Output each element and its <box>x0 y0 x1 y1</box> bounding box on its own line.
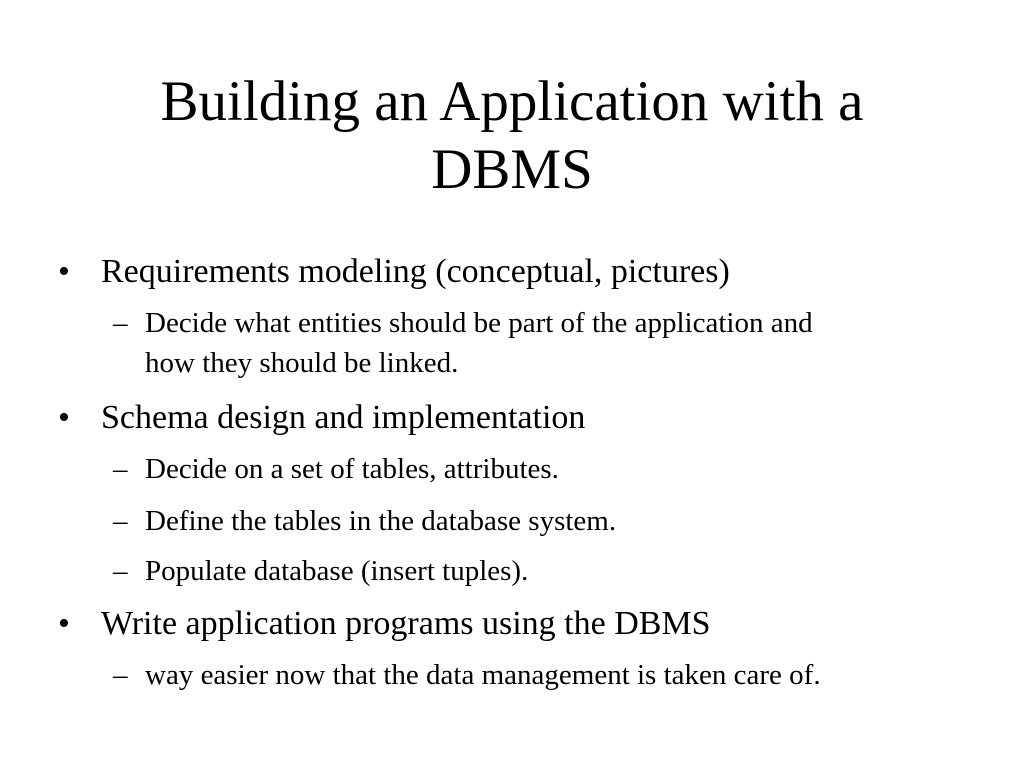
slide-title-line-1: Building an Application with a <box>160 70 864 133</box>
subitem-decide-entities-line-2: how they should be linked. <box>145 347 459 379</box>
subitem-populate-database: Populate database (insert tuples). <box>145 555 529 587</box>
bullet-item-write-programs: Write application programs using the DBMS <box>101 605 711 642</box>
subitem-define-tables: Define the tables in the database system. <box>145 505 617 537</box>
dash-glyph: – <box>113 453 128 485</box>
bullet-item-requirements: Requirements modeling (conceptual, pictures) <box>101 253 730 290</box>
bullet-glyph: • <box>58 399 70 436</box>
dash-glyph: – <box>113 505 128 537</box>
subitem-decide-entities-line-1: Decide what entities should be part of the application and <box>145 307 813 339</box>
dash-glyph: – <box>113 555 128 587</box>
bullet-item-schema: Schema design and implementation <box>101 399 586 436</box>
bullet-glyph: • <box>58 605 70 642</box>
bullet-glyph: • <box>58 253 70 290</box>
slide-title-line-2: DBMS <box>431 138 593 201</box>
subitem-way-easier: way easier now that the data management is taken care of. <box>145 659 821 691</box>
dash-glyph: – <box>113 307 128 339</box>
dash-glyph: – <box>113 659 128 691</box>
subitem-tables-attributes: Decide on a set of tables, attributes. <box>145 453 559 485</box>
slide-title <box>0 68 1024 204</box>
